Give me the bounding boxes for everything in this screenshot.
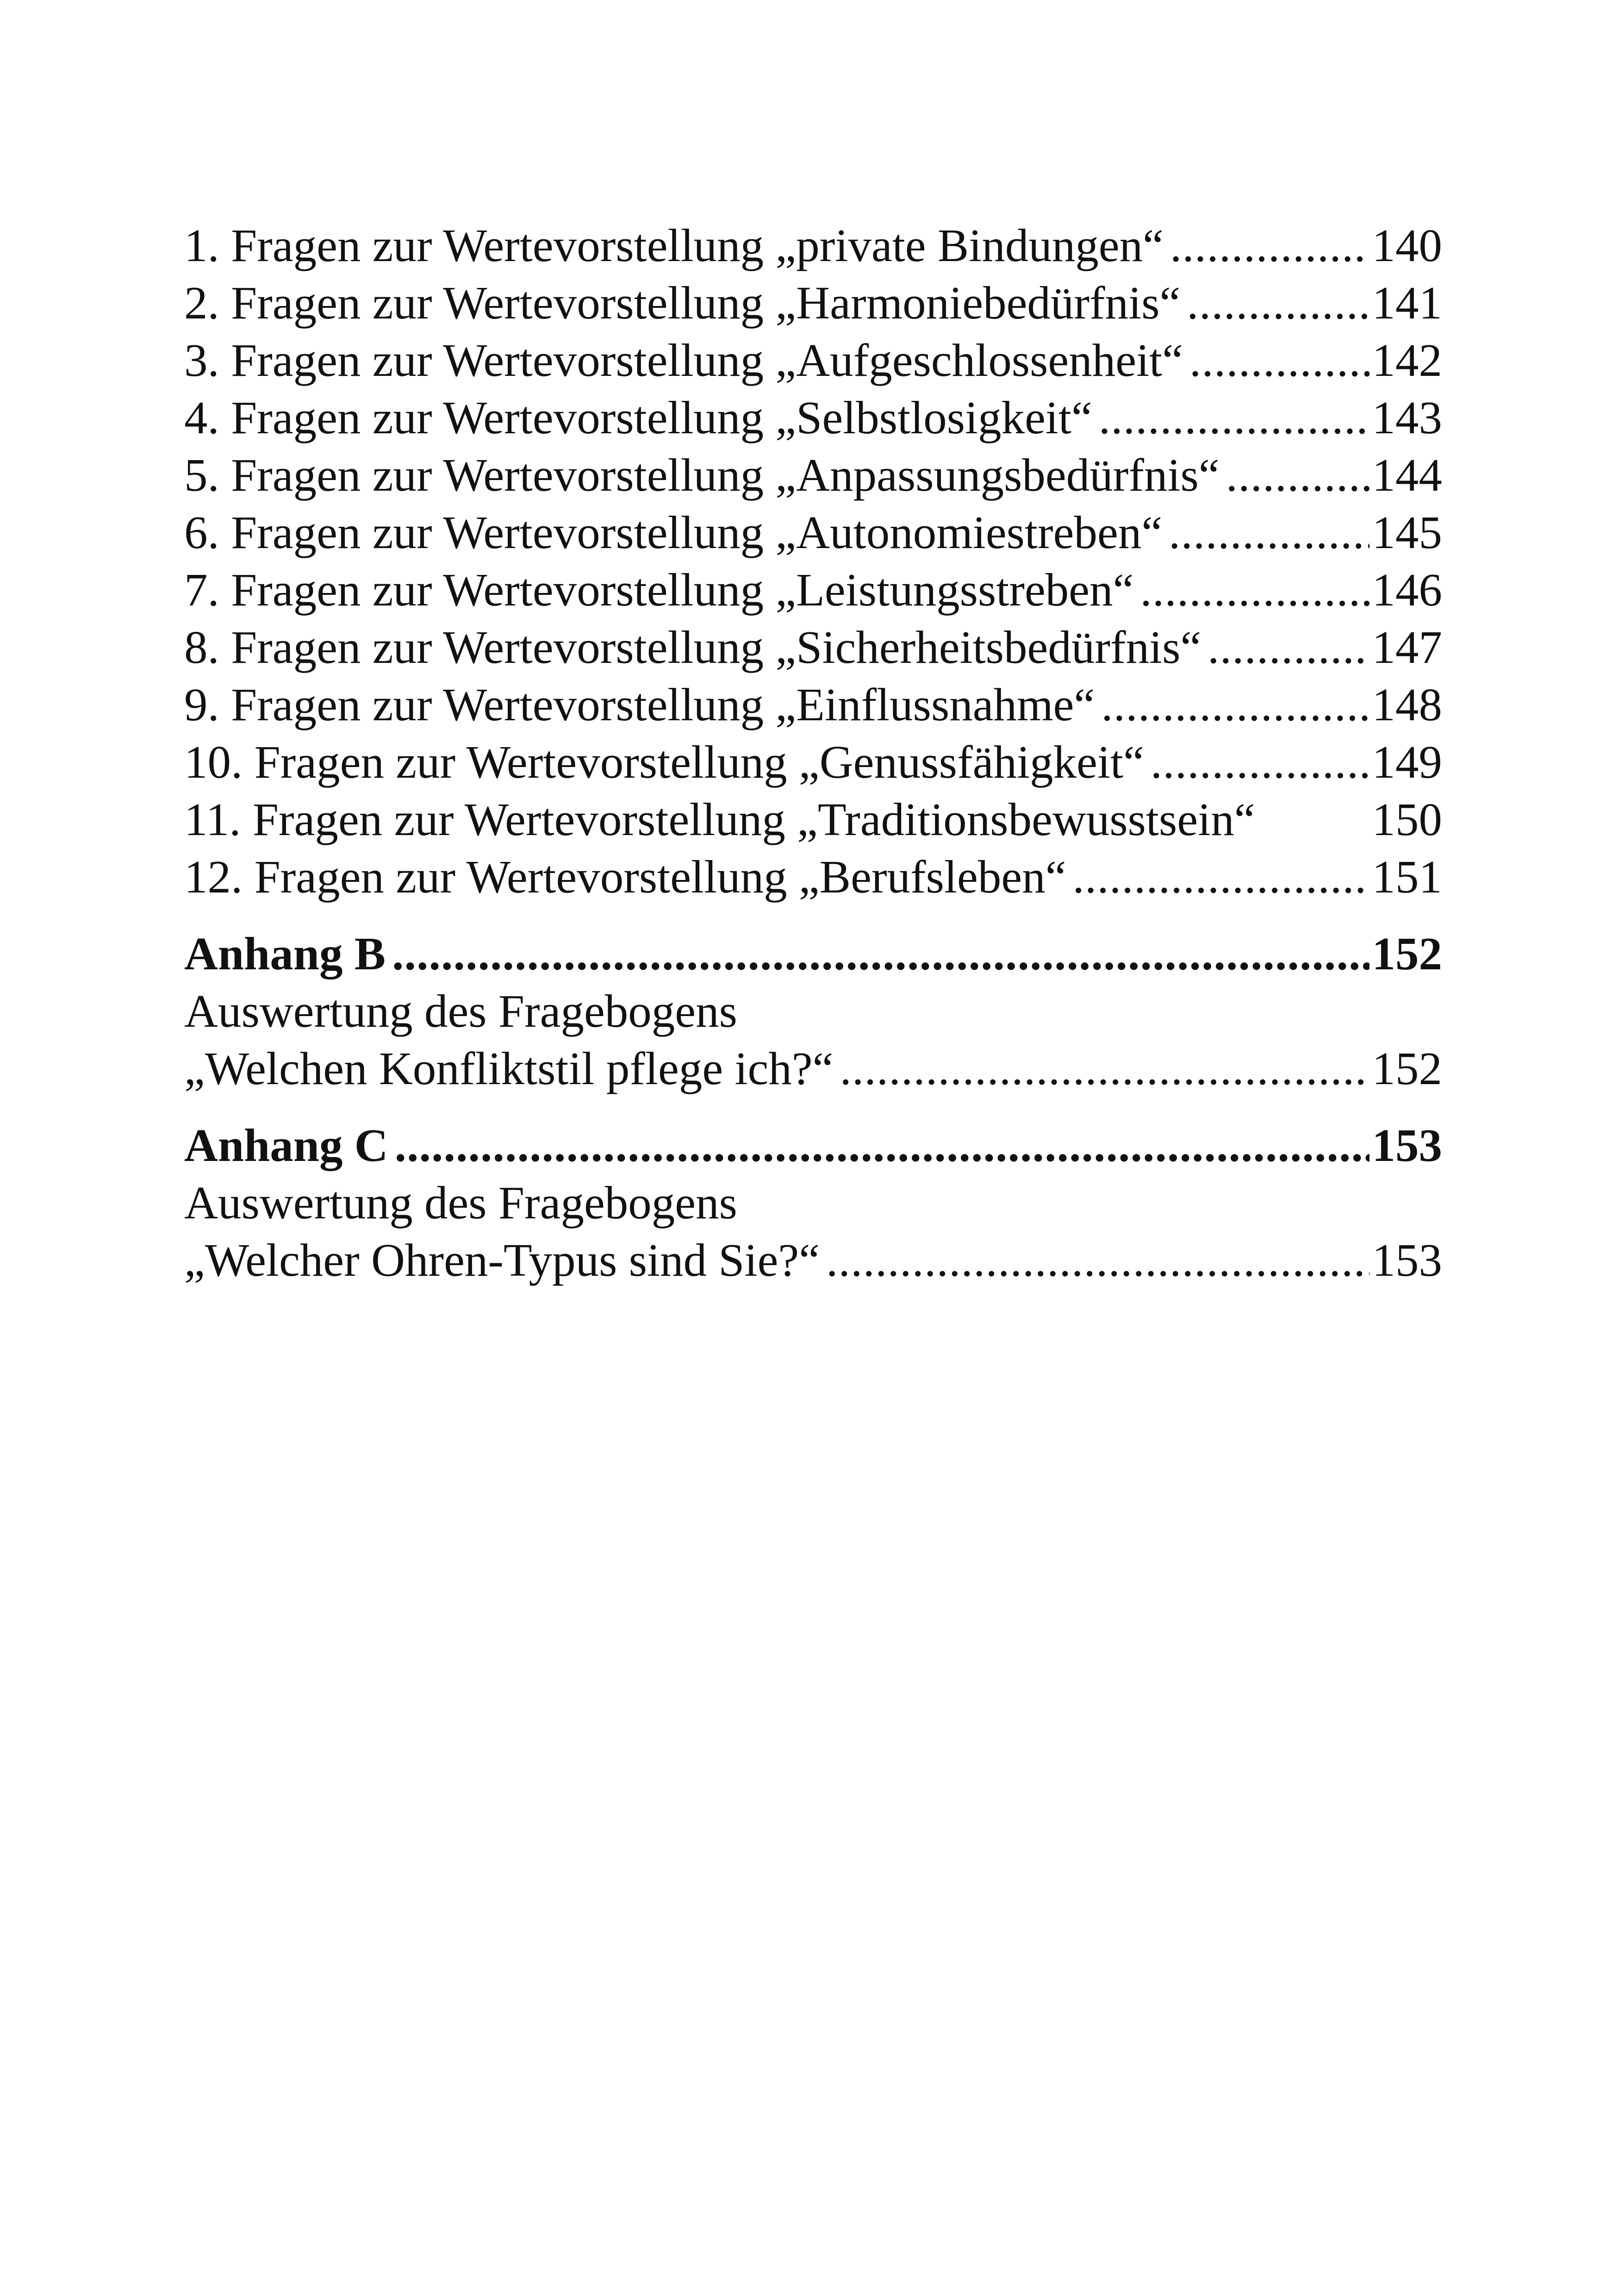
toc-entry-label: 12. Fragen zur Wertevorstellung „Berufsleben“ <box>184 851 1066 903</box>
toc-entry-page: 148 <box>1372 679 1442 730</box>
toc-entry-12 <box>184 848 1442 905</box>
toc-entry-1 <box>184 217 1442 274</box>
toc-heading-anhang-c <box>184 1117 1442 1174</box>
table-of-contents <box>184 217 1442 1289</box>
dot-leader <box>826 1231 1369 1289</box>
toc-heading-label: Anhang B <box>184 928 386 980</box>
toc-entry-label: 9. Fragen zur Wertevorstellung „Einflussnahme“ <box>184 679 1095 730</box>
dot-leader <box>1170 217 1369 274</box>
toc-subentry-line: Auswertung des Fragebogens <box>184 985 737 1037</box>
toc-entry-10 <box>184 733 1442 791</box>
toc-entry-page: 140 <box>1372 219 1442 271</box>
toc-entry-3 <box>184 331 1442 389</box>
toc-entry-label: 1. Fragen zur Wertevorstellung „private Bindungen“ <box>184 219 1164 271</box>
dot-leader <box>1169 504 1369 561</box>
toc-entry-label: „Welchen Konfliktstil pflege ich?“ <box>184 1042 834 1094</box>
dot-leader <box>1140 561 1369 618</box>
dot-leader <box>395 1117 1369 1174</box>
toc-entry-7 <box>184 561 1442 618</box>
toc-subentry-anhang-b <box>184 1040 1442 1097</box>
dot-leader <box>1073 848 1369 905</box>
toc-entry-6 <box>184 504 1442 561</box>
toc-entry-8 <box>184 618 1442 676</box>
toc-entry-label: 5. Fragen zur Wertevorstellung „Anpassungsbedürfnis“ <box>184 449 1220 501</box>
toc-entry-page: 144 <box>1372 449 1442 501</box>
section-spacer <box>184 1097 1442 1117</box>
toc-entry-page: 145 <box>1372 506 1442 558</box>
toc-subentry-anhang-c <box>184 1231 1442 1289</box>
dot-leader <box>1187 274 1369 331</box>
dot-leader <box>1101 676 1369 733</box>
toc-entry-11 <box>184 791 1442 848</box>
toc-entry-9 <box>184 676 1442 733</box>
toc-entry-page: 143 <box>1372 392 1442 443</box>
toc-entry-label: 7. Fragen zur Wertevorstellung „Leistungsstreben“ <box>184 564 1134 616</box>
toc-entry-page: 152 <box>1372 1042 1442 1094</box>
section-spacer <box>184 905 1442 925</box>
toc-entry-page: 151 <box>1372 851 1442 903</box>
dot-leader <box>1189 331 1369 389</box>
toc-entry-label: 3. Fragen zur Wertevorstellung „Aufgeschlossenheit“ <box>184 334 1183 386</box>
dot-leader <box>1099 389 1369 446</box>
toc-heading-label: Anhang C <box>184 1119 388 1171</box>
toc-entry-page: 146 <box>1372 564 1442 616</box>
dot-leader <box>1151 733 1369 791</box>
dot-leader <box>1226 446 1369 504</box>
toc-heading-page: 152 <box>1372 928 1442 980</box>
toc-entry-page: 141 <box>1372 277 1442 329</box>
toc-subentry-line: Auswertung des Fragebogens <box>184 1177 737 1229</box>
toc-entry-page: 142 <box>1372 334 1442 386</box>
toc-entry-2 <box>184 274 1442 331</box>
toc-entry-label: 2. Fragen zur Wertevorstellung „Harmoniebedürfnis“ <box>184 277 1181 329</box>
toc-entry-5 <box>184 446 1442 504</box>
dot-leader <box>1207 618 1369 676</box>
toc-entry-page: 153 <box>1372 1234 1442 1286</box>
toc-entry-label: 6. Fragen zur Wertevorstellung „Autonomiestreben“ <box>184 506 1163 558</box>
toc-entry-label: 10. Fragen zur Wertevorstellung „Genussfähigkeit“ <box>184 736 1144 788</box>
toc-entry-label: 4. Fragen zur Wertevorstellung „Selbstlosigkeit“ <box>184 392 1092 443</box>
toc-heading-anhang-b <box>184 925 1442 982</box>
toc-entry-page: 149 <box>1372 736 1442 788</box>
toc-entry-label: 8. Fragen zur Wertevorstellung „Sicherheitsbedürfnis“ <box>184 621 1201 673</box>
toc-entry-label: „Welcher Ohren-Typus sind Sie?“ <box>184 1234 820 1286</box>
toc-entry-label: 11. Fragen zur Wertevorstellung „Traditionsbewusstsein“ <box>184 793 1255 845</box>
toc-entry-4 <box>184 389 1442 446</box>
dot-leader <box>840 1040 1369 1097</box>
toc-entry-page: 147 <box>1372 621 1442 673</box>
dot-leader <box>392 925 1369 982</box>
toc-heading-page: 153 <box>1372 1119 1442 1171</box>
toc-entry-page: 150 <box>1372 793 1442 845</box>
